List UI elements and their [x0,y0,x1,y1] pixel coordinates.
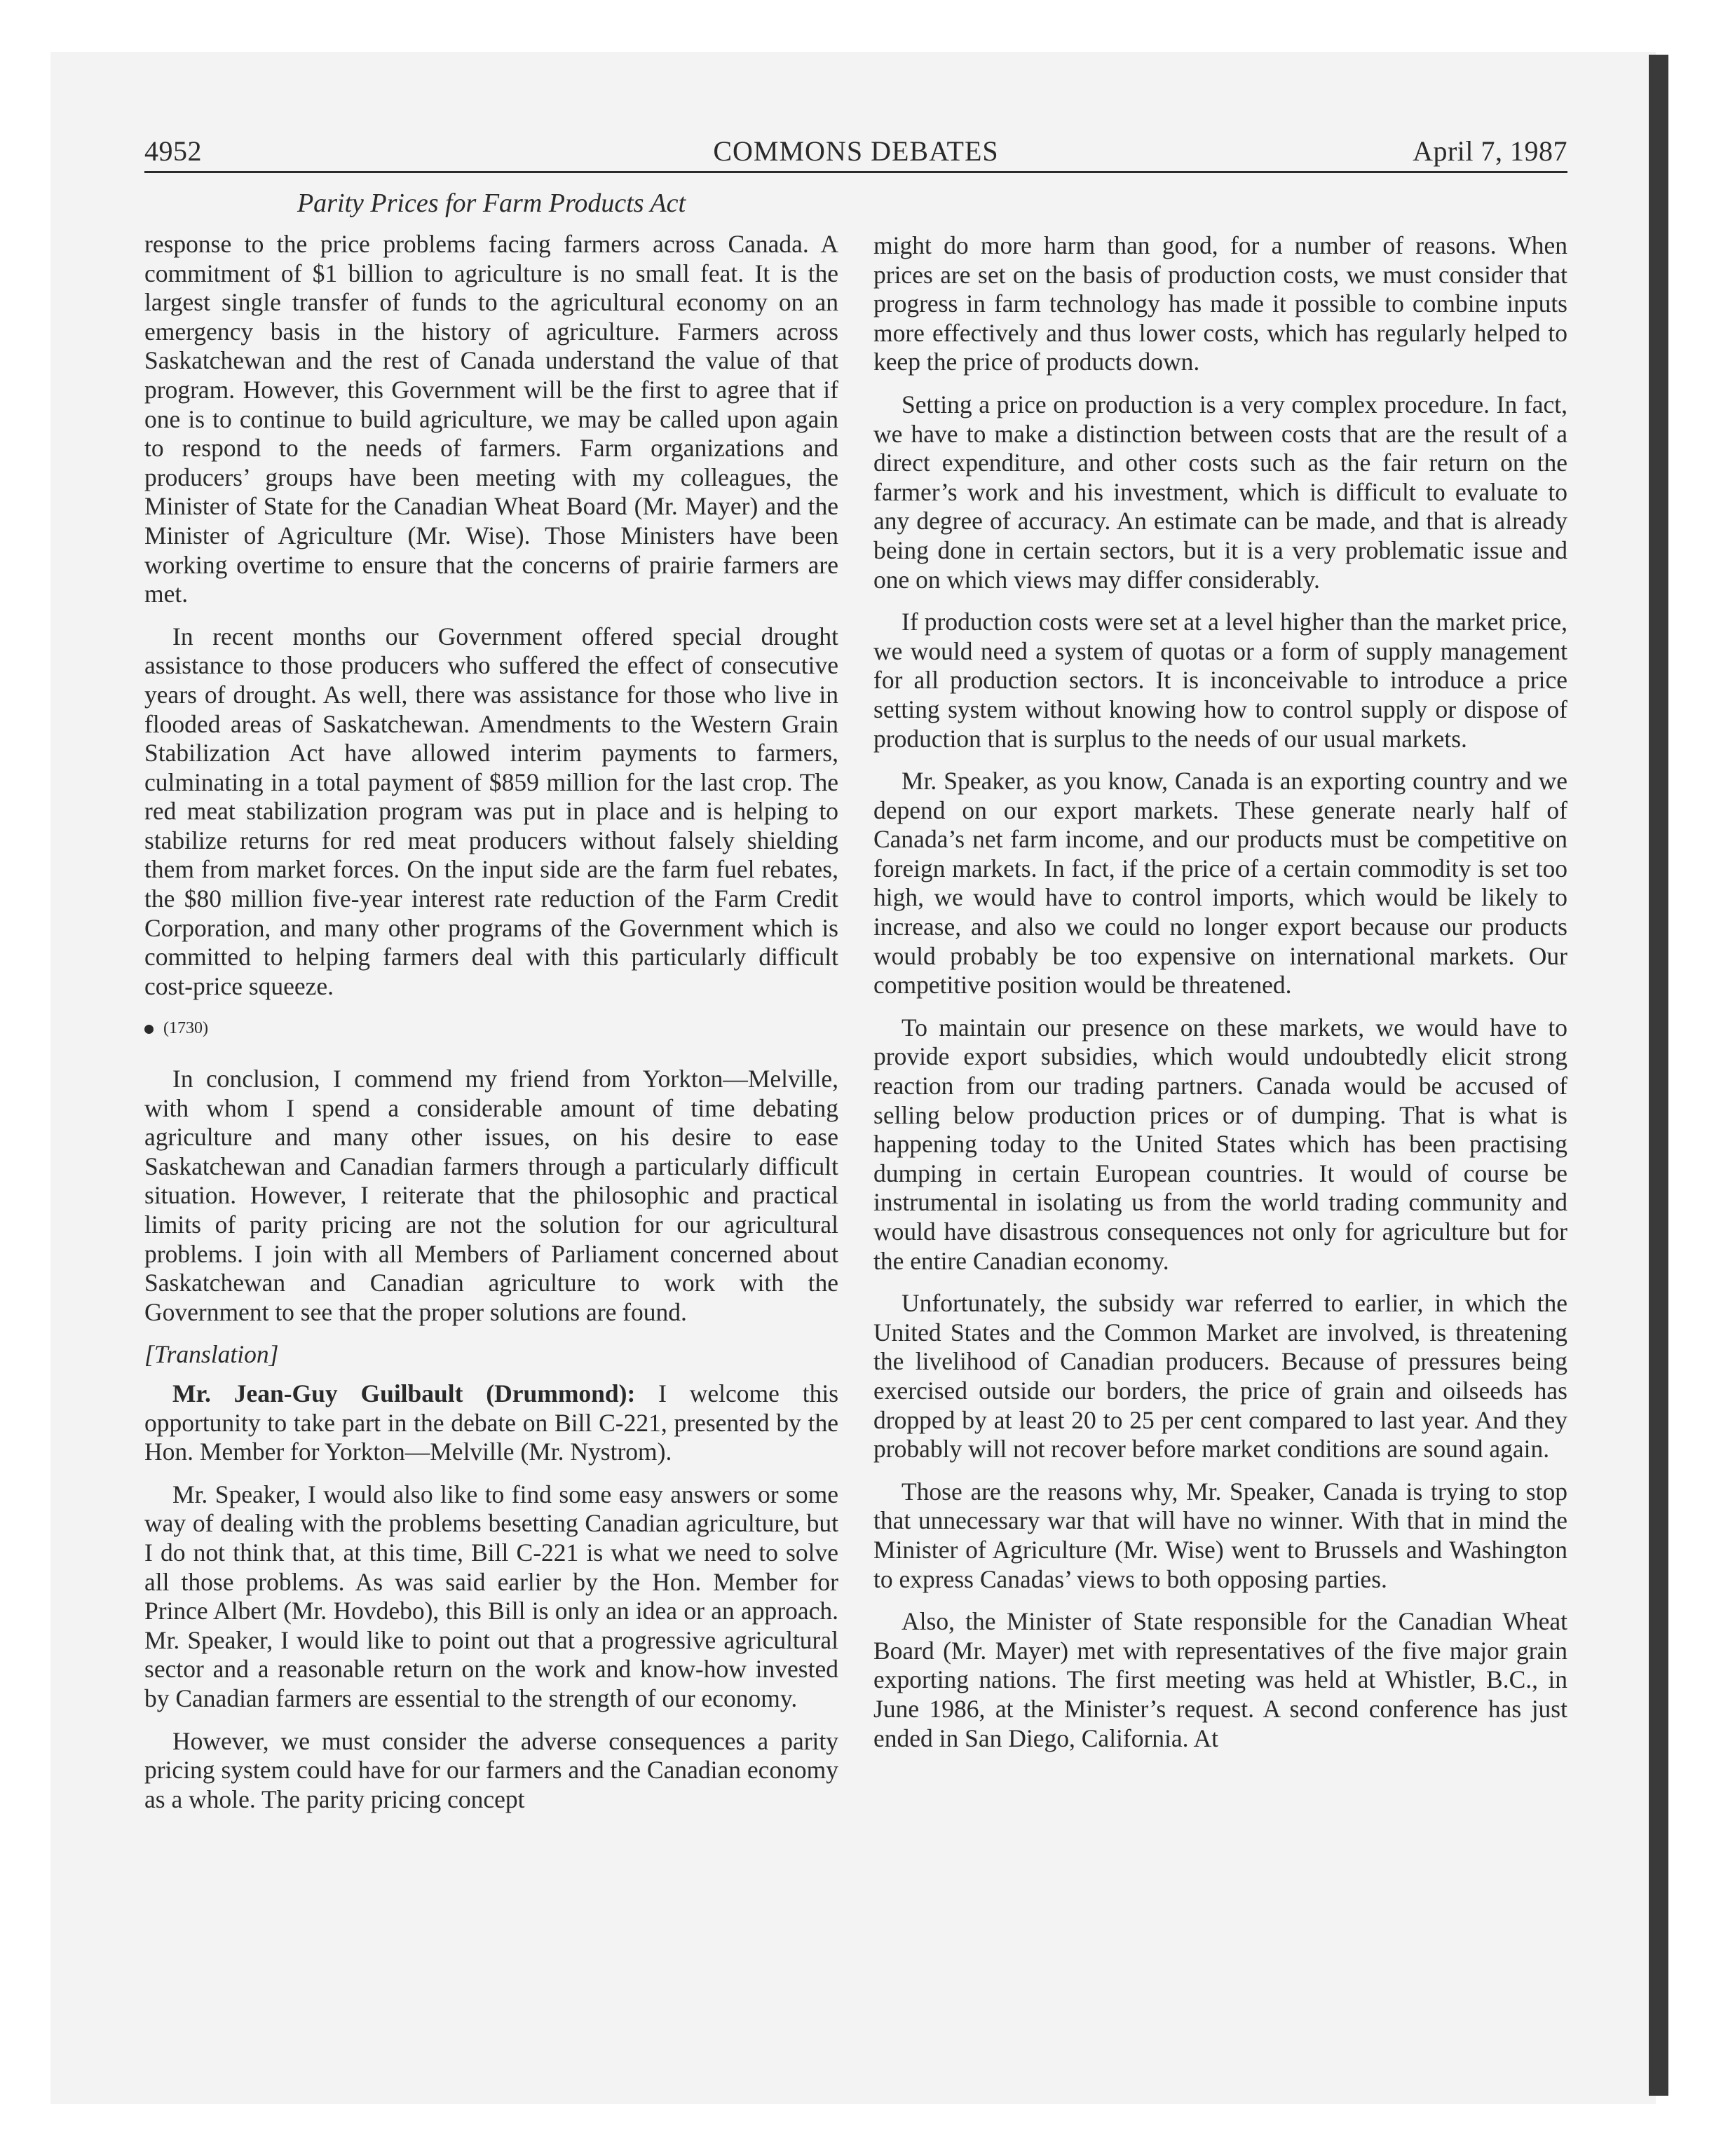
header-rule [144,171,1567,173]
speaker-paragraph [144,1379,838,1467]
time-marker [144,1014,838,1044]
page-header [144,135,1567,170]
paragraph: In recent months our Government offered special drought assistance to those producers who suffered the effect of consecutive years of drought. As well, there was assistance for those who live in flooded areas of Saskatchewan. Amendments to the Western Grain Stabilization Act have allowed interim payments to farmers, culminating in a total payment of $859 million for the last crop. The red meat stabilization program was put in place and is helping to stabilize returns for red meat producers without falsely shielding them from market forces. On the input side are the farm fuel rebates, the $80 million five-year interest rate reduction of the Farm Credit Corporation, and many other programs of the Government which is committed to helping farmers deal with this particularly difficult cost-price squeeze. [144,622,838,1000]
paragraph: However, we must consider the adverse consequences a parity pricing system could have for our farmers and the Canadian economy as a whole. The parity pricing concept [144,1726,838,1813]
speaker-text: I welcome this opportunity to take part in the debate on Bill C-221, presented by the Hon. Member for Yorkton—Melville (Mr. Nystrom). [144,1379,839,1466]
journal-title: COMMONS DEBATES [713,135,999,167]
paragraph: Setting a price on production is a very complex procedure. In fact, we have to make a distinction between costs that are the result of a direct expenditure, and other costs such as the fair return on the farmer’s work and his investment, which is difficult to evaluate to any degree of accuracy. An estimate can be made, and that is already being done in certain sectors, but it is a very problematic issue and one on which views may differ considerably. [873,390,1567,594]
translation-tag: [Translation] [144,1340,279,1369]
paragraph: Those are the reasons why, Mr. Speaker, Canada is trying to stop that unnecessary war that will have no winner. With that in mind the Minister of Agriculture (Mr. Wise) went to Brussels and Washington to express Canadas’ views to both opposing parties. [873,1477,1567,1593]
paragraph: Also, the Minister of State responsible for the Canadian Wheat Board (Mr. Mayer) met with representatives of the five major grain exporting nations. The first meeting was held at Whistler, B.C., in June 1986, at the Minister’s request. A second conference has just ended in San Diego, California. At [873,1607,1567,1752]
right-column [873,231,1567,1766]
paragraph: If production costs were set at a level higher than the market price, we would need a system of quotas or a form of supply management for all production sectors. It is inconceivable to introduce a price setting system without knowing how to control supply or dispose of production that is surplus to the needs of our usual markets. [873,608,1567,753]
subject-heading: Parity Prices for Farm Products Act [297,189,686,218]
page-number: 4952 [144,135,202,167]
issue-date: April 7, 1987 [1413,135,1567,167]
bullet-icon [144,1025,154,1034]
speaker-name: Mr. Jean-Guy Guilbault (Drummond): [172,1379,636,1407]
paragraph: Unfortunately, the subsidy war referred to earlier, in which the United States and the Common Market are involved, is threatening the livelihood of Canadian producers. Because of pressures being exercised outside our borders, the price of grain and oilseeds has dropped by at least 20 to 25 per cent compared to last year. And they probably will not recover before market conditions are sound again. [873,1289,1567,1464]
paragraph: To maintain our presence on these markets, we would have to provide export subsidies, which would undoubtedly elicit strong reaction from our trading partners. Canada would be accused of selling below production prices or of dumping. That is what is happening today to the United States which has been practising dumping in certain European countries. It would of course be instrumental in isolating us from the world trading community and would have disastrous consequences not only for agriculture but for the entire Canadian economy. [873,1013,1567,1275]
paragraph: response to the price problems facing farmers across Canada. A commitment of $1 billion to agriculture is no small feat. It is the largest single transfer of funds to the agricultural economy on an emergency basis in the history of agriculture. Farmers across Saskatchewan and the rest of Canada understand the value of that program. However, this Government will be the first to agree that if one is to continue to build agriculture, we may be called upon again to respond to the needs of farmers. Farm organizations and producers’ groups have been meeting with my colleagues, the Minister of State for the Canadian Wheat Board (Mr. Mayer) and the Minister of Agriculture (Mr. Wise). Those Ministers have been working overtime to ensure that the concerns of prairie farmers are met. [144,230,838,608]
paragraph: Mr. Speaker, as you know, Canada is an exporting country and we depend on our export markets. These generate nearly half of Canada’s net farm income, and our products must be competitive on foreign markets. In fact, if the price of a certain commodity is set too high, we would have to control imports, which would be likely to increase, and also we could no longer export because our products would probably be too expensive on international markets. Our competitive position would be threatened. [873,767,1567,999]
paragraph: In conclusion, I commend my friend from Yorkton—Melville, with whom I spend a considerable amount of time debating agriculture and many other issues, on his desire to ease Saskatchewan and Canadian farmers through a particularly difficult situation. However, I reiterate that the philosophic and practical limits of parity pricing are not the solution for our agricultural problems. I join with all Members of Parliament concerned about Saskatchewan and Canadian agriculture to work with the Government to see that the proper solutions are found. [144,1065,838,1326]
paragraph: Mr. Speaker, I would also like to find some easy answers or some way of dealing with the problems besetting Canadian agriculture, but I do not think that, at this time, Bill C-221 is what we need to solve all those problems. As was said earlier by the Hon. Member for Prince Albert (Mr. Hovdebo), this Bill is only an idea or an approach. Mr. Speaker, I would like to point out that a progressive agricultural sector and a reasonable return on the work and know-how invested by Canadian farmers are essential to the strength of our economy. [144,1480,838,1712]
time-marker-label: (1730) [163,1019,208,1038]
paragraph: might do more harm than good, for a number of reasons. When prices are set on the basis of production costs, we must consider that progress in farm technology has made it possible to combine inputs more effectively and thus lower costs, which has regularly helped to keep the price of products down. [873,231,1567,376]
scan-edge-bar [1649,55,1668,2096]
left-column [144,230,838,1827]
